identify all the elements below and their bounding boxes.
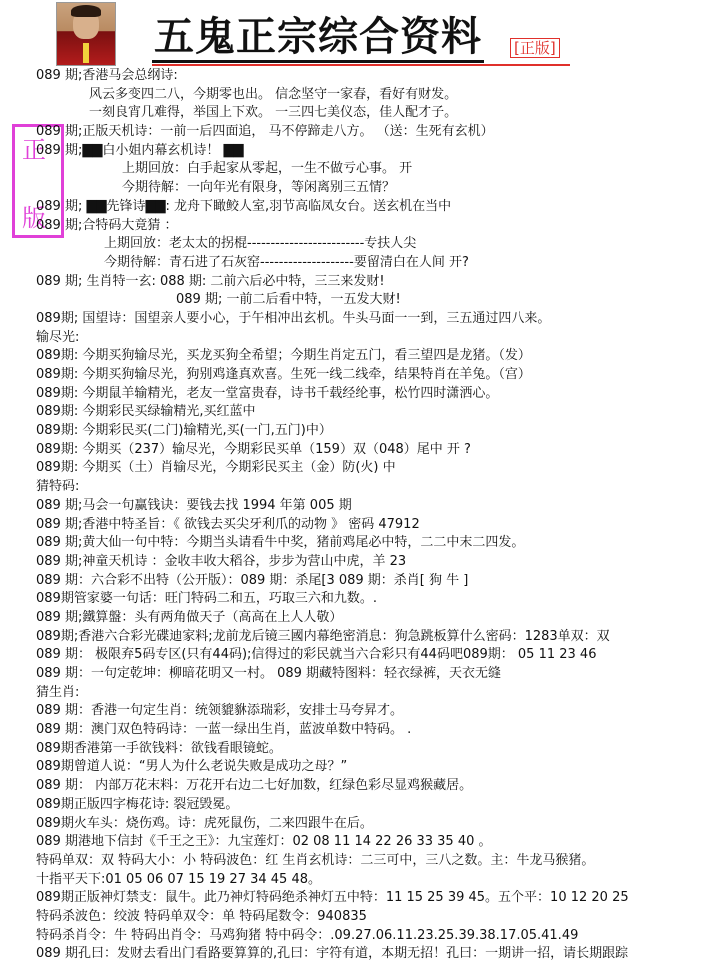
text-line: 上期回放：老太太的拐棍-------------------------专扶人尖 (104, 236, 417, 252)
text-line: 089期正版神灯禁支：鼠牛。此乃神灯特码绝杀神灯五中特：11 15 25 39 45。五个平：10 12 20 25 (36, 890, 629, 906)
text-line: 特码杀波色：绞波 特码单双令：单 特码尾数令：940835 (36, 908, 367, 924)
text-line: 089期曾道人说：“男人为什么老说失败是成功之母？” (36, 759, 348, 775)
page-header (0, 0, 720, 70)
section-heading: 输尽光: (36, 329, 80, 345)
text-line: 089 期; ▇▇先锋诗▇▇: 龙舟下瞰鲛人室,羽节高临凤女台。送玄机在当中 (36, 198, 452, 214)
text-line: 089期香港第一手欲钱料：欲钱看眼镜蛇。 (36, 740, 282, 756)
page-title: 五鬼正宗综合资料 (152, 14, 484, 63)
section-heading: 猜生肖: (36, 684, 80, 700)
text-line: 089期: 今期买（237）输尽光，今期彩民买单（159）双（048）尾中 开 ? (36, 441, 471, 457)
text-line: 089期: 今期买（土）肖输尽光，今期彩民买主（金）防(火) 中 (36, 460, 396, 476)
text-line: 089 期：六合彩不出特（公开版）：089 期：杀尾[3 089 期：杀肖[ 狗 牛 ] (36, 572, 469, 588)
text-line: 089 期; 一前二后看中特，一五发大财! (176, 292, 401, 308)
text-line: 089 期港地下信封《千王之王》：九宝莲灯：02 08 11 14 22 26 33 35 40 。 (36, 834, 492, 850)
text-line: 089期火车头：烧伤鸡。诗：虎死鼠伤，二来四跟牛在后。 (36, 815, 373, 831)
text-line: 089 期;正版天机诗：一前一后四面追， 马不停蹄走八方。 （送：生死有玄机） (36, 124, 494, 140)
text-line: 一刻良宵几难得，举国上下欢。 一三四七美仪态，佳人配才子。 (89, 105, 458, 121)
highlight-char-2: 版 (22, 204, 46, 232)
text-line: 089 期;香港马会总纲诗: (36, 68, 178, 83)
text-line: 089 期：一句定乾坤：柳暗花明又一村。 089 期藏特图料：轻衣绿裤，天衣无缝 (36, 666, 502, 681)
text-line: 089 期;神童天机诗 ：金收丰收大稻谷，步步为营山中虎，羊 23 (36, 553, 407, 569)
content-body (36, 67, 716, 964)
text-line: 特码单双：双 特码大小：小 特码波色：红 生肖玄机诗：二三可中，三八之数。主：牛龙马猴猪。 (36, 852, 595, 868)
text-line: 089 期孔曰：发财去看出门看路要算算的,孔曰：宇符有道，本期无招！孔曰：一期讲一招，请长期跟踪 (36, 946, 629, 962)
text-line: 089 期;▇▇白小姐内幕玄机诗！ ▇▇ (36, 142, 244, 158)
text-line: 089 期： 内部万花末料：万花开右边二七好加数，红绿色彩尽显鸡猴藏居。 (36, 778, 473, 794)
text-line: 089期; 国望诗：国望亲人要小心，于午相冲出玄机。牛头马面一一到，三五通过四八来。 (36, 310, 551, 326)
text-line: 089 期：澳门双色特码诗：一蓝一绿出生肖，蓝波单数中特码。 . (36, 722, 412, 738)
edition-badge: [正版] (510, 38, 560, 58)
text-line: 089 期;香港中特圣旨：《 欲钱去买尖牙利爪的动物 》 密码 47912 (36, 516, 420, 532)
text-line: 今期待解：青石进了石灰窑--------------------要留清白在人间 开? (104, 254, 469, 270)
text-line: 089 期：香港一句定生肖：统领貔貅添瑞彩，安排士马夸昇才。 (36, 703, 403, 719)
text-line: 特码杀肖令：牛 特码出肖令：马鸡狗猪 特中码令：.09.27.06.11.23.25.39.38.17.05.41.49 (36, 927, 579, 943)
avatar (56, 2, 116, 66)
text-line: 089 期;马会一句赢钱诀：要钱去找 1994 年第 005 期 (36, 497, 352, 513)
title-underline (152, 64, 570, 66)
text-line: 089期: 今期彩民买(二门)输精光,买(一门,五门)中） (36, 423, 332, 439)
text-line: 十指平天下:01 05 06 07 15 19 27 34 45 48。 (36, 871, 321, 887)
text-line: 089期: 今期买狗输尽光，买龙买狗全希望；今期生肖定五门，看三望四是龙猪。（发） (36, 348, 531, 364)
text-line: 089期正版四字梅花诗: 裂冠毁冕。 (36, 796, 239, 812)
text-line: 今期待解：一向年光有限身，等闲离别三五情？ (122, 180, 396, 196)
text-line: 上期回放：白手起家从零起，一生不做亏心事。 开 (122, 161, 413, 177)
avatar-hair (71, 5, 101, 17)
text-line: 089期管家婆一句话：旺门特码二和五，巧取三六和九数。. (36, 591, 377, 607)
avatar-tie (83, 43, 89, 63)
text-line: 089 期; 生肖特一玄: 088 期: 二前六后必中特，三三来发财! (36, 273, 385, 289)
section-heading: 猜特码: (36, 479, 80, 495)
text-line: 089期: 今期鼠羊输精光，老友一堂富贵春，诗书千载经纶事，松竹四时潇洒心。 (36, 385, 499, 401)
text-line: 风云多变四二八，今期零也出。 信念坚守一家春，看好有财发。 (89, 86, 458, 102)
text-line: 089 期： 极限弃5码专区(只有44码);信得过的彩民就当六合彩只有44码吧089期： 05 11 23 46 (36, 647, 597, 663)
highlight-char-1: 正 (22, 136, 46, 164)
text-line: 089期: 今期买狗输尽光，狗别鸡逢真欢喜。生死一线二线牵，结果特肖在羊兔。（宫） (36, 367, 531, 382)
text-line: 089 期;黄大仙一句中特：今期当头请看牛中奖，猪前鸡尾必中特，二二中末二四发。 (36, 535, 525, 551)
text-line: 089 期;鐵算盤：头有两角做天子（高高在上人人敬） (36, 609, 343, 625)
text-line: 089 期;合特码大竟猜 ： (36, 217, 178, 233)
text-line: 089期;香港六合彩光碟迪家料;龙前龙后镜三國内幕绝密消息：狗急跳板算什么密码：1283单双：双 (36, 628, 610, 644)
text-line: 089期: 今期彩民买绿输精光,买红蓝中 (36, 404, 256, 420)
